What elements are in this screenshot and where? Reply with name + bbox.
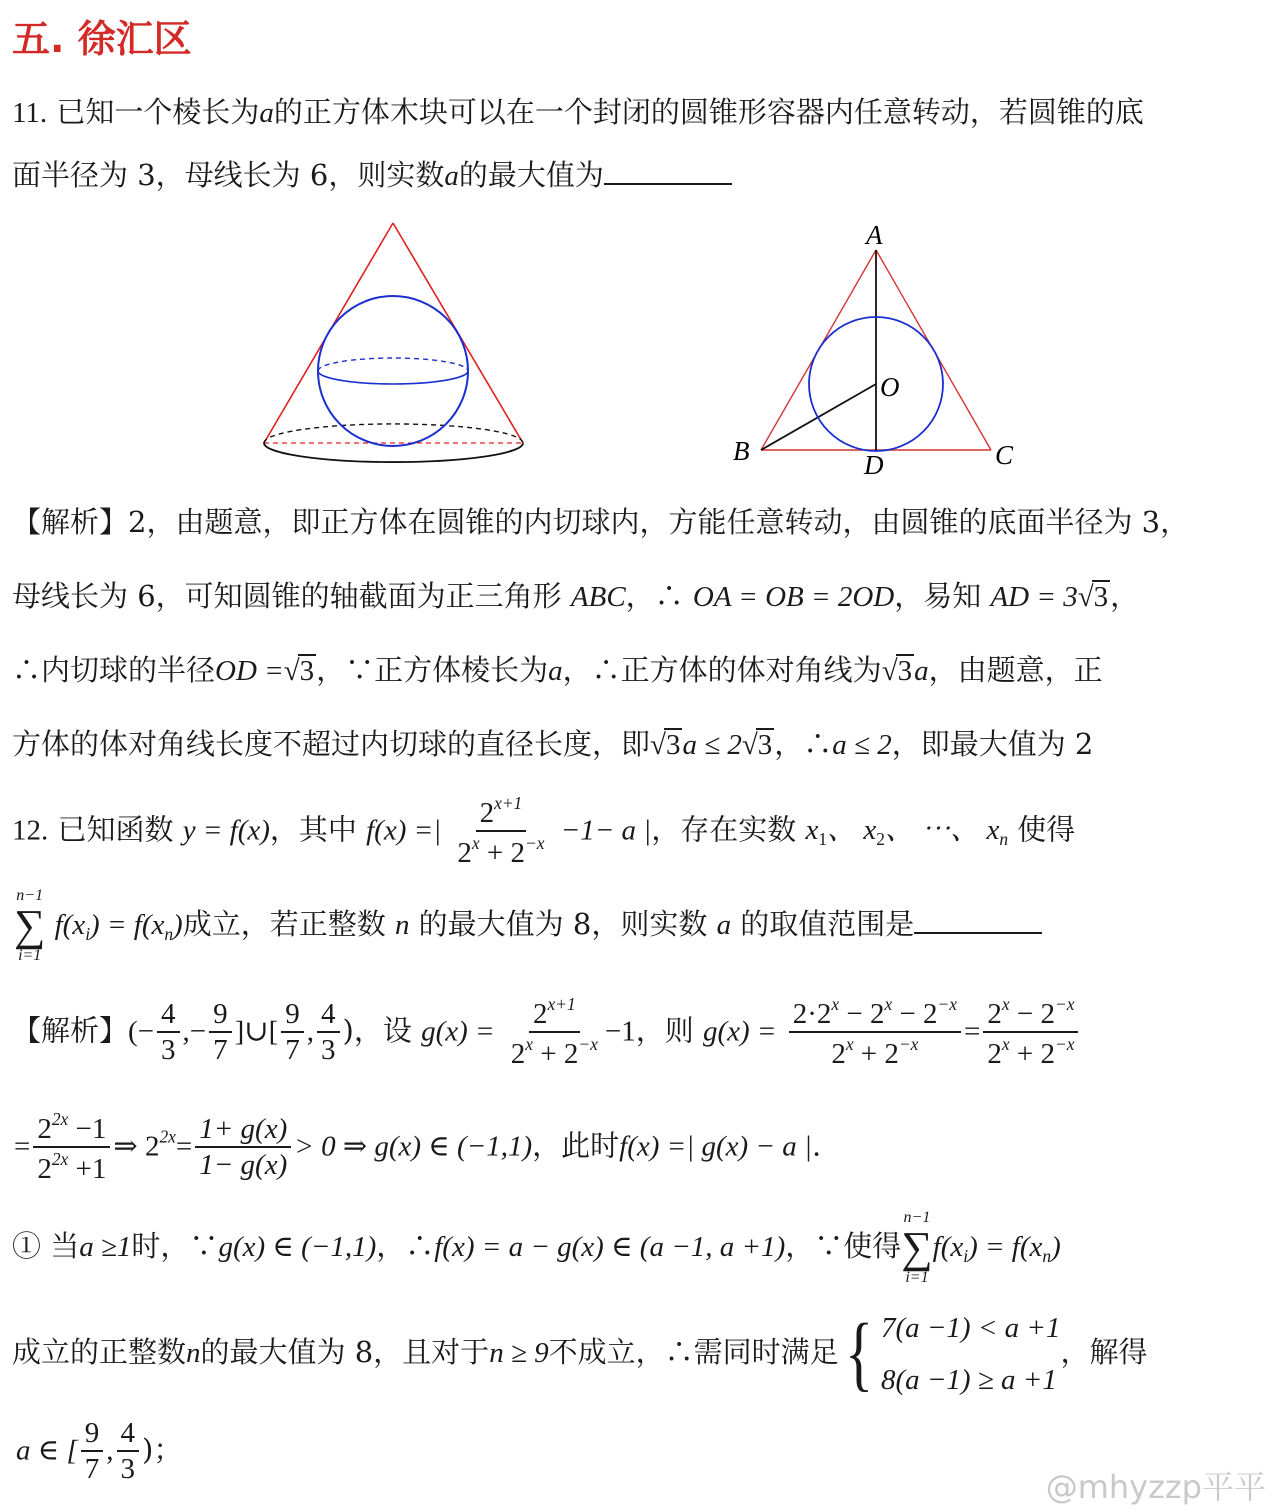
- sol11-line4: 方体的体对角线长度不超过内切球的直径长度，即√3a ≤ 2√3，∴a ≤ 2，即最大值为 2: [12, 727, 1094, 761]
- label-a: A: [866, 220, 883, 250]
- sol11-line1: 【解析】2，由题意，即正方体在圆锥的内切球内，方能任意转动，由圆锥的底面半径为 3，: [12, 505, 1190, 539]
- q12-fraction: $\frac{2^{x+1}}{2^x + 2^{-x}}$: [457, 793, 545, 870]
- inequality-system: { 7(a −1) < a +1 8(a −1) ≥ a +1: [844, 1307, 1061, 1401]
- summation-symbol: n−1 ∑ i=1: [14, 887, 46, 964]
- q11-number: 11.: [12, 97, 48, 129]
- cone-base-back: [264, 424, 523, 443]
- label-o: O: [880, 372, 900, 402]
- label-d: D: [864, 450, 884, 480]
- sol12-line1: 【解析】(− $\frac{4}{3}$ ,− $\frac{9}{7}$ ]∪[ $\frac{9}{7}$ , $\frac{4}{3}$ )，设 g(x) = $\frac{2^{x+1}}{2^x + 2^{-x}}$ −1，则 g(x) = $\frac{2\cdot 2^x - 2^x - 2^{-x}}{2^x + 2^{-x}}$ = $\frac{2^x - 2^{-x}}{2^x + 2^{-x}}$: [12, 995, 1081, 1070]
- sphere-equator-front: [318, 371, 468, 384]
- sol11-line2: 母线长为 6，可知圆锥的轴截面为正三角形 ABC，∴ OA = OB = 2OD，易知 AD = 3√3，: [12, 579, 1140, 613]
- sol12-result: a ∈ [ $\frac{9}{7}$ , $\frac{4}{3}$ )；: [16, 1417, 183, 1486]
- q12-line1: 12. 已知函数 y = f(x)，其中 f(x) =| $\frac{2^{x+1}}{2^x + 2^{-x}}$ −1− a |，存在实数 $x_1$、 $x_2$、 ⋯、 $x_n$ 使得: [12, 793, 1076, 870]
- analysis-tag: 【解析】: [12, 505, 129, 539]
- sol12-line2: = $\frac{2^{2x} -1}{2^{2x} +1}$ ⇒ $2^{2x}=$ $\frac{1+ g(x)}{1- g(x)}$ > 0 ⇒ g(x) ∈ (−1,1)，此时f(x) =| g(x) − a |.: [14, 1109, 822, 1186]
- sol12-line4: 成立的正整数n的最大值为 8，且对于n ≥ 9不成立，∴需同时满足 { 7(a −1) < a +1 8(a −1) ≥ a +1 ，解得: [12, 1302, 1148, 1406]
- axial-section-figure: [725, 218, 1025, 480]
- sol12-line3: ① 当a ≥1时，∵g(x) ∈ (−1,1)，∴f(x) = a − g(x) ∈ (a −1, a +1)，∵使得 n−1 ∑ i=1 $f(x_i) = f(x_n)$: [12, 1209, 1061, 1286]
- answer-blank: [604, 161, 732, 185]
- sphere-equator-back: [318, 358, 468, 371]
- answer-blank-2: [914, 910, 1042, 934]
- q12-number: 12.: [12, 814, 49, 847]
- cone-sphere-figure: [255, 215, 535, 480]
- q11-line1: 11. 已知一个棱长为a的正方体木块可以在一个封闭的圆锥形容器内任意转动，若圆锥的底: [12, 95, 1144, 129]
- summation-symbol-2: n−1 ∑ i=1: [901, 1209, 933, 1286]
- section-title: 五. 徐汇区: [12, 17, 192, 61]
- inscribed-sphere: [318, 296, 468, 446]
- watermark: @mhyzzp平平: [1045, 1468, 1266, 1506]
- label-b: B: [733, 436, 750, 466]
- q12-line2: n−1 ∑ i=1 $f(x_i) = f(x_n)$成立，若正整数 n 的最大值为 8，则实数 a 的取值范围是: [14, 888, 1042, 964]
- sol11-line3: ∴内切球的半径OD =√3，∵正方体棱长为a，∴正方体的体对角线为√3a，由题意，正: [12, 653, 1103, 687]
- label-c: C: [995, 440, 1014, 470]
- q11-line2: 面半径为 3，母线长为 6，则实数a的最大值为: [12, 153, 732, 194]
